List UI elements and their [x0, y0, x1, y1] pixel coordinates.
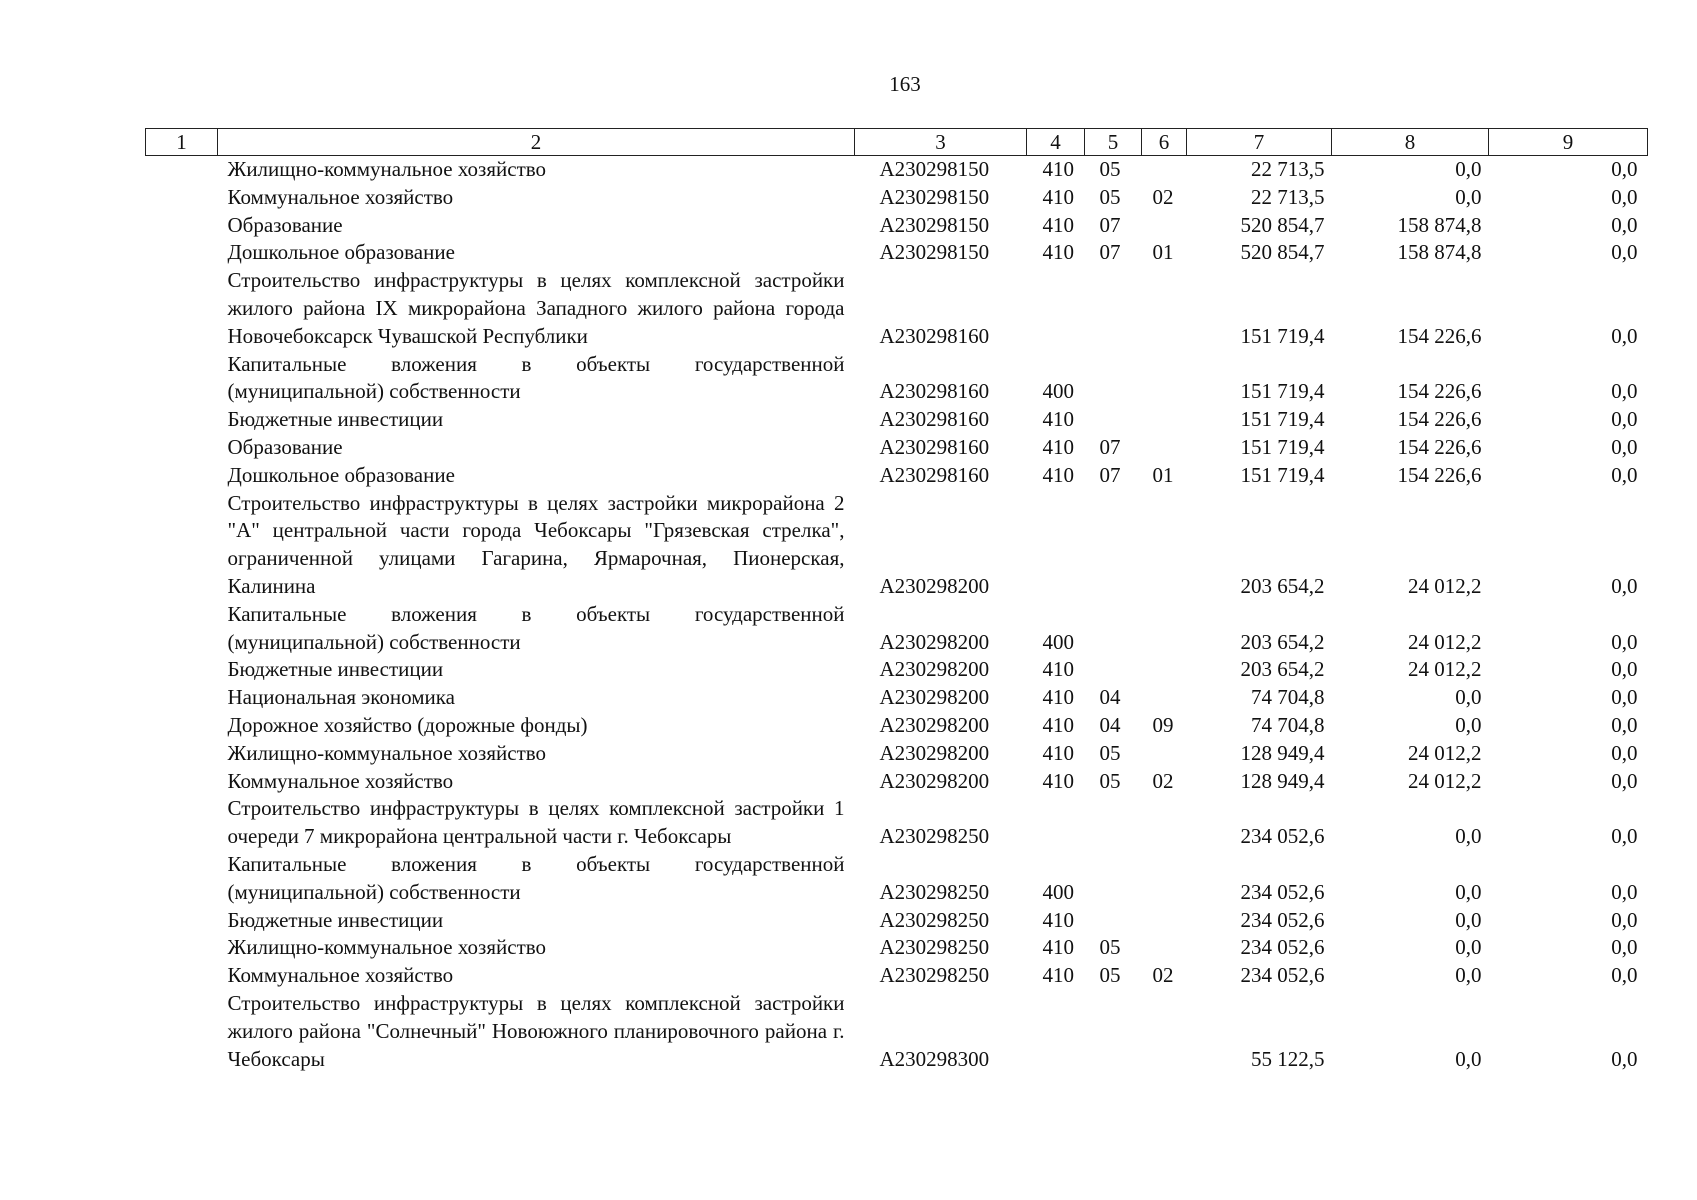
cell-amount-col-7: 234 052,6: [1240, 907, 1325, 932]
cell-expense-type: 410: [1042, 240, 1074, 265]
header-col-5: 5: [1085, 129, 1142, 156]
cell-expense-type: 400: [1042, 879, 1074, 904]
cell-expense-type: 410: [1042, 963, 1074, 988]
cell-expense-type: 410: [1042, 212, 1074, 237]
cell-col-1: [146, 684, 218, 712]
cell-amount-col-8: 0,0: [1455, 157, 1482, 181]
cell-col-1: [146, 351, 218, 407]
cell-amount-col-7: 151 719,4: [1240, 434, 1325, 459]
cell-expense-type: 410: [1042, 657, 1074, 682]
table-row: [146, 239, 1648, 267]
cell-amount-col-7: 22 713,5: [1251, 184, 1325, 209]
cell-amount-col-7: 22 713,5: [1251, 157, 1325, 181]
cell-target-code: A230298200: [879, 657, 990, 682]
cell-amount-col-7: 128 949,4: [1240, 740, 1325, 765]
cell-subsection: 09: [1152, 712, 1174, 737]
cell-amount-col-9: 0,0: [1611, 323, 1638, 348]
cell-target-code: A230298250: [879, 907, 990, 932]
cell-section: 04: [1099, 712, 1121, 737]
cell-amount-col-9: 0,0: [1611, 657, 1638, 682]
cell-section: [1085, 851, 1142, 907]
cell-col-1: [146, 184, 218, 212]
cell-amount-col-8: 154 226,6: [1397, 434, 1482, 459]
cell-item-name: Дошкольное образование: [227, 462, 455, 487]
cell-col-1: [146, 239, 218, 267]
cell-col-1: [146, 434, 218, 462]
cell-amount-col-8: 154 226,6: [1397, 407, 1482, 432]
cell-amount-col-8: 0,0: [1455, 184, 1482, 209]
cell-item-name: Капитальные вложения в объекты государственной (муниципальной) собственности: [227, 851, 845, 904]
table-row: [146, 684, 1648, 712]
cell-target-code: A230298200: [879, 712, 990, 737]
cell-expense-type: 410: [1042, 184, 1074, 209]
cell-target-code: A230298150: [879, 157, 990, 181]
cell-expense-type: 400: [1042, 629, 1074, 654]
cell-target-code: A230298160: [879, 379, 990, 404]
cell-target-code: A230298200: [879, 629, 990, 654]
cell-subsection: [1142, 684, 1187, 712]
cell-expense-type: 400: [1042, 379, 1074, 404]
cell-item-name: Образование: [227, 434, 343, 459]
cell-expense-type: 410: [1042, 907, 1074, 932]
cell-amount-col-7: 74 704,8: [1251, 685, 1325, 710]
cell-amount-col-8: 24 012,2: [1408, 657, 1482, 682]
cell-expense-type: 410: [1042, 157, 1074, 181]
cell-amount-col-8: 158 874,8: [1397, 240, 1482, 265]
cell-amount-col-9: 0,0: [1611, 1046, 1638, 1071]
cell-subsection: [1142, 934, 1187, 962]
cell-section: 05: [1099, 963, 1121, 988]
header-col-7: 7: [1187, 129, 1332, 156]
cell-amount-col-7: 151 719,4: [1240, 323, 1325, 348]
cell-subsection: [1142, 490, 1187, 601]
cell-col-1: [146, 934, 218, 962]
cell-section: [1085, 351, 1142, 407]
cell-subsection: [1142, 351, 1187, 407]
table-row: [146, 712, 1648, 740]
cell-subsection: 01: [1152, 240, 1174, 265]
table-row: [146, 851, 1648, 907]
cell-col-1: [146, 406, 218, 434]
cell-amount-col-9: 0,0: [1611, 184, 1638, 209]
table-row: [146, 768, 1648, 796]
cell-amount-col-9: 0,0: [1611, 824, 1638, 849]
cell-amount-col-9: 0,0: [1611, 712, 1638, 737]
cell-target-code: A230298250: [879, 963, 990, 988]
cell-amount-col-8: 0,0: [1455, 1046, 1482, 1071]
cell-subsection: [1142, 434, 1187, 462]
cell-section: 05: [1099, 740, 1121, 765]
cell-col-1: [146, 490, 218, 601]
cell-col-1: [146, 601, 218, 657]
header-col-1: 1: [146, 129, 218, 156]
cell-target-code: A230298160: [879, 323, 990, 348]
header-col-4: 4: [1027, 129, 1085, 156]
cell-subsection: 02: [1152, 184, 1174, 209]
cell-amount-col-9: 0,0: [1611, 935, 1638, 960]
cell-expense-type: 410: [1042, 740, 1074, 765]
cell-col-1: [146, 156, 218, 184]
cell-subsection: [1142, 795, 1187, 851]
cell-amount-col-8: 0,0: [1455, 712, 1482, 737]
cell-section: [1085, 795, 1142, 851]
cell-section: 07: [1099, 212, 1121, 237]
cell-amount-col-8: 24 012,2: [1408, 629, 1482, 654]
cell-target-code: A230298150: [879, 184, 990, 209]
cell-section: [1085, 267, 1142, 350]
cell-amount-col-7: 234 052,6: [1240, 935, 1325, 960]
cell-amount-col-8: 24 012,2: [1408, 768, 1482, 793]
cell-col-1: [146, 795, 218, 851]
table-row: [146, 934, 1648, 962]
table-row: [146, 601, 1648, 657]
cell-amount-col-9: 0,0: [1611, 907, 1638, 932]
table-row: [146, 351, 1648, 407]
cell-section: [1085, 656, 1142, 684]
cell-amount-col-7: 234 052,6: [1240, 879, 1325, 904]
cell-amount-col-9: 0,0: [1611, 629, 1638, 654]
cell-target-code: A230298160: [879, 407, 990, 432]
cell-col-1: [146, 656, 218, 684]
cell-subsection: [1142, 267, 1187, 350]
cell-expense-type: 410: [1042, 434, 1074, 459]
cell-subsection: [1142, 406, 1187, 434]
cell-item-name: Бюджетные инвестиции: [227, 907, 444, 932]
cell-amount-col-8: 0,0: [1455, 907, 1482, 932]
cell-target-code: A230298160: [879, 434, 990, 459]
table-row: [146, 212, 1648, 240]
cell-col-1: [146, 851, 218, 907]
cell-amount-col-8: 0,0: [1455, 824, 1482, 849]
cell-target-code: A230298300: [879, 1046, 990, 1071]
cell-amount-col-9: 0,0: [1611, 963, 1638, 988]
header-col-6: 6: [1142, 129, 1187, 156]
cell-amount-col-7: 151 719,4: [1240, 462, 1325, 487]
header-col-8: 8: [1332, 129, 1489, 156]
cell-amount-col-9: 0,0: [1611, 740, 1638, 765]
cell-item-name: Дошкольное образование: [227, 240, 455, 265]
cell-amount-col-7: 203 654,2: [1240, 573, 1325, 598]
cell-section: [1085, 907, 1142, 935]
cell-item-name: Жилищно-коммунальное хозяйство: [227, 740, 547, 765]
table-row: [146, 267, 1648, 350]
cell-amount-col-9: 0,0: [1611, 768, 1638, 793]
cell-subsection: 02: [1152, 963, 1174, 988]
cell-amount-col-9: 0,0: [1611, 879, 1638, 904]
header-col-9: 9: [1489, 129, 1648, 156]
cell-item-name: Строительство инфраструктуры в целях комплексной застройки жилого района "Солнечный" Новоюжного планировочного района г. Чебоксары: [227, 990, 845, 1071]
cell-amount-col-9: 0,0: [1611, 573, 1638, 598]
cell-target-code: A230298250: [879, 935, 990, 960]
cell-amount-col-7: 151 719,4: [1240, 407, 1325, 432]
cell-section: 05: [1099, 935, 1121, 960]
cell-amount-col-9: 0,0: [1611, 157, 1638, 181]
cell-amount-col-7: 203 654,2: [1240, 629, 1325, 654]
cell-expense-type: [1027, 990, 1085, 1073]
cell-section: 04: [1099, 685, 1121, 710]
cell-expense-type: 410: [1042, 407, 1074, 432]
cell-target-code: A230298250: [879, 824, 990, 849]
table-row: [146, 490, 1648, 601]
cell-section: 05: [1099, 157, 1121, 181]
cell-amount-col-8: 154 226,6: [1397, 379, 1482, 404]
page-number: 163: [889, 72, 921, 96]
cell-expense-type: [1027, 795, 1085, 851]
cell-col-1: [146, 212, 218, 240]
cell-expense-type: 410: [1042, 935, 1074, 960]
header-col-2: 2: [218, 129, 855, 156]
cell-subsection: [1142, 851, 1187, 907]
cell-item-name: Капитальные вложения в объекты государственной (муниципальной) собственности: [227, 601, 845, 654]
cell-amount-col-7: 234 052,6: [1240, 963, 1325, 988]
cell-item-name: Строительство инфраструктуры в целях комплексной застройки 1 очереди 7 микрорайона центральной части г. Чебоксары: [227, 796, 845, 849]
cell-item-name: Коммунальное хозяйство: [227, 184, 454, 209]
cell-col-1: [146, 907, 218, 935]
cell-item-name: Капитальные вложения в объекты государственной (муниципальной) собственности: [227, 351, 845, 404]
cell-subsection: [1142, 907, 1187, 935]
cell-section: 07: [1099, 434, 1121, 459]
table-row: [146, 962, 1648, 990]
cell-amount-col-7: 128 949,4: [1240, 768, 1325, 793]
cell-col-1: [146, 712, 218, 740]
cell-amount-col-9: 0,0: [1611, 379, 1638, 404]
cell-section: 05: [1099, 768, 1121, 793]
cell-target-code: A230298200: [879, 768, 990, 793]
cell-section: 07: [1099, 462, 1121, 487]
cell-amount-col-7: 55 122,5: [1251, 1046, 1325, 1071]
cell-section: [1085, 490, 1142, 601]
cell-subsection: 01: [1152, 462, 1174, 487]
cell-section: 07: [1099, 240, 1121, 265]
cell-item-name: Бюджетные инвестиции: [227, 407, 444, 432]
cell-expense-type: 410: [1042, 685, 1074, 710]
cell-amount-col-8: 0,0: [1455, 935, 1482, 960]
cell-section: [1085, 990, 1142, 1073]
cell-amount-col-8: 0,0: [1455, 685, 1482, 710]
cell-col-1: [146, 267, 218, 350]
cell-subsection: [1142, 740, 1187, 768]
cell-item-name: Бюджетные инвестиции: [227, 657, 444, 682]
table-row: [146, 184, 1648, 212]
cell-amount-col-9: 0,0: [1611, 240, 1638, 265]
cell-item-name: Образование: [227, 212, 343, 237]
cell-amount-col-8: 0,0: [1455, 879, 1482, 904]
cell-target-code: A230298150: [879, 212, 990, 237]
table-row: [146, 795, 1648, 851]
cell-expense-type: 410: [1042, 768, 1074, 793]
cell-col-1: [146, 768, 218, 796]
cell-col-1: [146, 740, 218, 768]
table-row: [146, 406, 1648, 434]
cell-col-1: [146, 990, 218, 1073]
cell-amount-col-8: 24 012,2: [1408, 573, 1482, 598]
budget-table: [145, 128, 1648, 1073]
cell-item-name: Жилищно-коммунальное хозяйство: [227, 157, 547, 181]
cell-item-name: Коммунальное хозяйство: [227, 963, 454, 988]
cell-item-name: Жилищно-коммунальное хозяйство: [227, 935, 547, 960]
header-row: [146, 129, 1648, 156]
cell-amount-col-7: 151 719,4: [1240, 379, 1325, 404]
cell-amount-col-9: 0,0: [1611, 434, 1638, 459]
table-header: [146, 129, 1648, 156]
cell-target-code: A230298200: [879, 685, 990, 710]
cell-amount-col-7: 520 854,7: [1240, 240, 1325, 265]
cell-subsection: [1142, 156, 1187, 184]
table-row: [146, 462, 1648, 490]
cell-subsection: [1142, 212, 1187, 240]
cell-subsection: 02: [1152, 768, 1174, 793]
cell-amount-col-8: 0,0: [1455, 963, 1482, 988]
table-row: [146, 656, 1648, 684]
cell-amount-col-7: 74 704,8: [1251, 712, 1325, 737]
cell-col-1: [146, 462, 218, 490]
cell-amount-col-7: 234 052,6: [1240, 824, 1325, 849]
cell-expense-type: [1027, 490, 1085, 601]
cell-amount-col-8: 154 226,6: [1397, 323, 1482, 348]
cell-amount-col-9: 0,0: [1611, 462, 1638, 487]
cell-amount-col-9: 0,0: [1611, 685, 1638, 710]
cell-target-code: A230298200: [879, 740, 990, 765]
table-row: [146, 990, 1648, 1073]
table-row: [146, 156, 1648, 184]
cell-amount-col-9: 0,0: [1611, 212, 1638, 237]
cell-amount-col-7: 203 654,2: [1240, 657, 1325, 682]
cell-section: [1085, 406, 1142, 434]
cell-subsection: [1142, 656, 1187, 684]
cell-section: [1085, 601, 1142, 657]
cell-item-name: Строительство инфраструктуры в целях застройки микрорайона 2 "А" центральной части города Чебоксары "Грязевская стрелка", ограниченной улицами Гагарина, Ярмарочная, Пионерская, Калинина: [227, 490, 845, 598]
cell-amount-col-8: 154 226,6: [1397, 462, 1482, 487]
table-row: [146, 907, 1648, 935]
cell-target-code: A230298200: [879, 573, 990, 598]
cell-item-name: Национальная экономика: [227, 685, 455, 710]
table-row: [146, 434, 1648, 462]
cell-item-name: Строительство инфраструктуры в целях комплексной застройки жилого района IX микрорайона Западного жилого района города Новочебоксарск Чувашской Республики: [227, 268, 845, 348]
cell-expense-type: 410: [1042, 462, 1074, 487]
cell-amount-col-9: 0,0: [1611, 407, 1638, 432]
cell-section: 05: [1099, 184, 1121, 209]
cell-item-name: Дорожное хозяйство (дорожные фонды): [227, 712, 588, 737]
cell-target-code: A230298160: [879, 462, 990, 487]
cell-expense-type: 410: [1042, 712, 1074, 737]
cell-item-name: Коммунальное хозяйство: [227, 768, 454, 793]
cell-target-code: A230298250: [879, 879, 990, 904]
cell-amount-col-8: 158 874,8: [1397, 212, 1482, 237]
cell-amount-col-7: 520 854,7: [1240, 212, 1325, 237]
table-body: [146, 156, 1648, 1074]
cell-subsection: [1142, 990, 1187, 1073]
cell-subsection: [1142, 601, 1187, 657]
cell-target-code: A230298150: [879, 240, 990, 265]
cell-col-1: [146, 962, 218, 990]
table-row: [146, 740, 1648, 768]
cell-expense-type: [1027, 267, 1085, 350]
header-col-3: 3: [855, 129, 1027, 156]
cell-amount-col-8: 24 012,2: [1408, 740, 1482, 765]
